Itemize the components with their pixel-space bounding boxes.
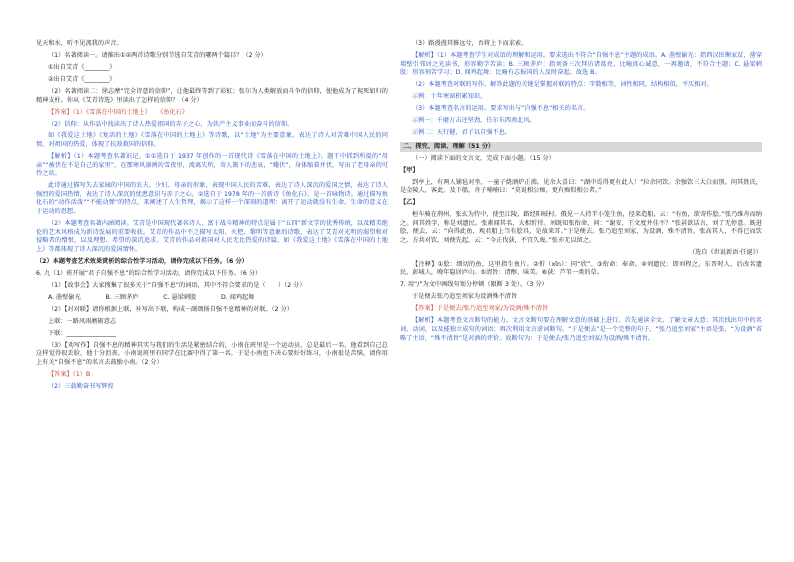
left-paragraph: （1）名著阅读一。请推出①②两首诗歌分别节选自艾青的哪两个篇目？（2 分）: [48, 51, 267, 59]
left-paragraph: （2）【对对联】请你根据上联，补写出下联，构成一副颂扬自强不息精神的对联。（2 分）: [48, 305, 293, 313]
right-paragraph: （3）本题考查名言的运用。要求写出与“自强不息”相关的名言。: [412, 105, 590, 113]
reading-section: [400, 155, 762, 343]
left-paragraph: 如《我爱这土地》《复活的土地》《雪落在中国的土地上》等诗歌，以“土地”为主要意象，表达了诗人对苦难中国人民的同情，对祖国的热爱，体现了抗敌救国的信仰。: [36, 132, 388, 149]
right-paragraph: 示例一：千磨万击还坚劲，任尔东西南北风。: [412, 117, 536, 125]
left-paragraph: ②出自艾青《________》: [48, 75, 116, 83]
left-paragraph: （2）三载勤奋书写辉煌: [48, 382, 114, 390]
left-paragraph: （2）本题考查名著内涵阅读。艾青是中国现代著名诗人，富于战斗精神的特点是属于“五四”新文学的优秀传统，以及精美绝伦的艺术风格成为新诗发展的重要收获。艾青的作品中不乏描写太阳、火把、黎明等意象的诗歌，表达了艾青对光明的渴望和对侵略者的憎恨，以及理想、希望的深沉追求。艾青的作品对祖国对人民无比热爱的诗篇，如《我爱这土地》《雪落在中国的土地上》等都体现了诗人深沉的爱国情怀。: [36, 220, 388, 253]
left-paragraph: （1）【故事会】大家搜集了很多关于“自强不息”的词语，其中不符合要求的是（ ）（2 分）: [48, 281, 306, 289]
right2-paragraph: （一）阅读下面的文言文，完成下面小题。（15 分）: [412, 155, 555, 163]
right-paragraph: 示例二：天行健，君子以自强不息。: [412, 129, 511, 137]
right2-paragraph: 于是便去张乃追至刘家为设酒殊不清旨: [412, 293, 518, 301]
left-paragraph: （3）【劝写作】自强不息的精神其实与我们的生活是紧密结合的，小南在班里是一个运动员，总是最后一名，他看到自己总这样觉得很丢脸，他十分沮丧。小南说班里有同学在比赛中得了第一名，于是小南也下决心要好好练习，小南很是苦恼，请你用上有关“自强不息”的名言去鼓励小南。（2 分）: [36, 341, 388, 366]
left-paragraph: 下联：________________: [48, 329, 117, 337]
left-paragraph: ①出自艾青《________》: [48, 63, 116, 71]
left-paragraph: 此诗通过描写失去家园的中国的农夫、少妇、母亲的形象，表现中国人民的苦难，表达了诗人深沉的爱国之情，表达了诗人强烈的爱国热情，表达了诗人深沉的忧患意识与赤子之心。②选自于 1978 年的一首新诗《鱼化石》，是一首咏物诗。通过描写鱼化石的“动作活泼”“不能动弹”的特点，来阐述了人生哲理，揭示了这样一个深刻的道理：离开了运动就没有生命，生命的意义在于运动的思想。: [36, 182, 388, 216]
right2-paragraph: 【答案】于是便去/张乃追至刘家/为设酒/殊不清旨: [412, 305, 549, 313]
left-paragraph: 【答案】（1）《雪落在中国的土地上》 《鱼化石》: [48, 108, 189, 116]
left-paragraph: （2）本题考查艺术效果赏析的综合性学习活动，请你完成以下任务。（6 分）: [36, 257, 248, 265]
right2-paragraph: 桓车骑在荆州，张玄为侍中，使至江陵，路经阳岐村。俄见一人持半小笼生鱼，径来造船，云：“有鱼，欲寄作脍。”张乃维舟而纳之。问其姓字，称是刘遗民。张素闻其名，大相忻待。刘既知张衔命，问：“谢安、王文度并佳不？”张甚欲话言，刘了无停意。既进脍，便去，云：“向得此鱼，观君船上当有脍具，是故来耳。”于是便去。张乃追至刘家，为设酒，殊不清旨。张高其人，不得已而饮之。方共对饮，刘便先起，云：“今正伐荻，不宜久废。”张亦无以留之。: [400, 211, 762, 244]
right2-paragraph: 【甲】: [400, 167, 419, 175]
left-paragraph: （2）名著阅读二：徐志摩“完全诗意的信仰”，让他最终等到了彩虹；张尔为人类解放而斗争的信仰，使他成为了视死如归的精神支柱。你从《艾青诗选》里读出了怎样的信仰？（4 分）: [36, 87, 388, 104]
left-paragraph: 上联：一路风雨磨砺意志: [48, 317, 117, 325]
right-paragraph: （2）本题考查对联的写作。解答此题的关键是掌握对联的特点：字数相等，词性相同，结构相似，平仄相对。: [412, 81, 713, 89]
right2-paragraph: 到亭上，有两人铺毡对坐，一童子烧酒炉正沸。见余大喜曰：“湖中焉得更有此人！”拉余同饮。余强饮三大白而别。问其姓氏，是金陵人，客此。及下船，舟子喃喃曰：“莫说相公痴，更有痴似相公者。”: [400, 178, 762, 195]
left-paragraph: A. 凿壁偷光 B. 三顾茅庐 C. 悬梁刺股 D. 闻鸡起舞: [48, 293, 255, 301]
right2-paragraph: 【解析】本题考查文言断句的能力。文言文断句要在理解文意的基础上进行。首先通读全文，了解文章大意；其次找出句中的名词、动词，以及能独立成句的词语；再次利用文言虚词断句。“于是便去”是一个完整的句子，“张乃追至刘家”主语是张，“为设酒”省略了主语，“殊不清旨”是对酒的评价。故断句为：于是便去/张乃追至刘家/为设酒/殊不清旨。: [400, 317, 762, 342]
right-paragraph: 示例：十年寒窗积累知识。: [412, 93, 487, 101]
right-column: [400, 40, 762, 346]
right2-paragraph: 【注释】①脍：细切的鱼，这里指生鱼片。②忻（xīn）：同“欣”。③衔命：奉命。④刘遗民：即刘程之，东晋时人，后改名遗民，彭城人，晚年隐居庐山。⑤清旨：清醇、味美。⑥荻：芦苇一类的草。: [400, 260, 762, 277]
left-column: [36, 40, 388, 395]
answer-section: [400, 40, 762, 138]
right-paragraph: （3）路漫漫其修远兮，吾将上下而求索。: [412, 40, 528, 47]
right-paragraph: 【解析】（1）本题考查学生对成语的理解和运用。要求选出不符合“自强不息”主题的成语。A. 凿壁偷光：指西汉匡衡家贫，凿穿墙壁引邻居之光读书，形容勤学苦读；B. 三顾茅庐：指刘备三次拜访诸葛亮，比喻真心诚意，一再邀请，不符合主题；C. 悬梁刺股：形容刻苦学习；D. 闻鸡起舞：比喻有志报国的人及时奋起。故选 B。: [400, 51, 762, 77]
right2-paragraph: 【乙】: [400, 199, 419, 207]
left-paragraph: 见天和水，听不见流我的声音。: [36, 40, 123, 47]
left-paragraph: 6. 九（1）班开展“君子自强不息”的综合性学习活动，请你完成以下任务。（6 分）: [36, 269, 262, 277]
right2-paragraph: 7. 用“/”为文中画线句划分停顿（限断 3 处）。（3 分）: [400, 281, 548, 289]
left-paragraph: （2）信仰：从作品中找读出了诗人热爱祖国的赤子之心，为共产主义事业而奋斗的信仰。: [48, 120, 294, 128]
left-paragraph: 【答案】（1）B: [48, 370, 91, 378]
right2-paragraph: （选自《世说新语·任诞》）: [688, 248, 762, 256]
left-paragraph: 【解析】（1）本题考查名著识记。①①选自于 1937 年创作的一首现代诗《雪落在中国的土地上》。题干中抓到所提的“母亲”“被伏在不是自己的家里”，在那寒风凛冽的雪夜里，流离失所，寄人篱下的悲哀，“蜷伏”，身体缩着并伏，写出了老母亲的可怜之状。: [36, 153, 388, 178]
section-banner: 二、探究、阅读、理解（51 分）: [400, 142, 762, 153]
